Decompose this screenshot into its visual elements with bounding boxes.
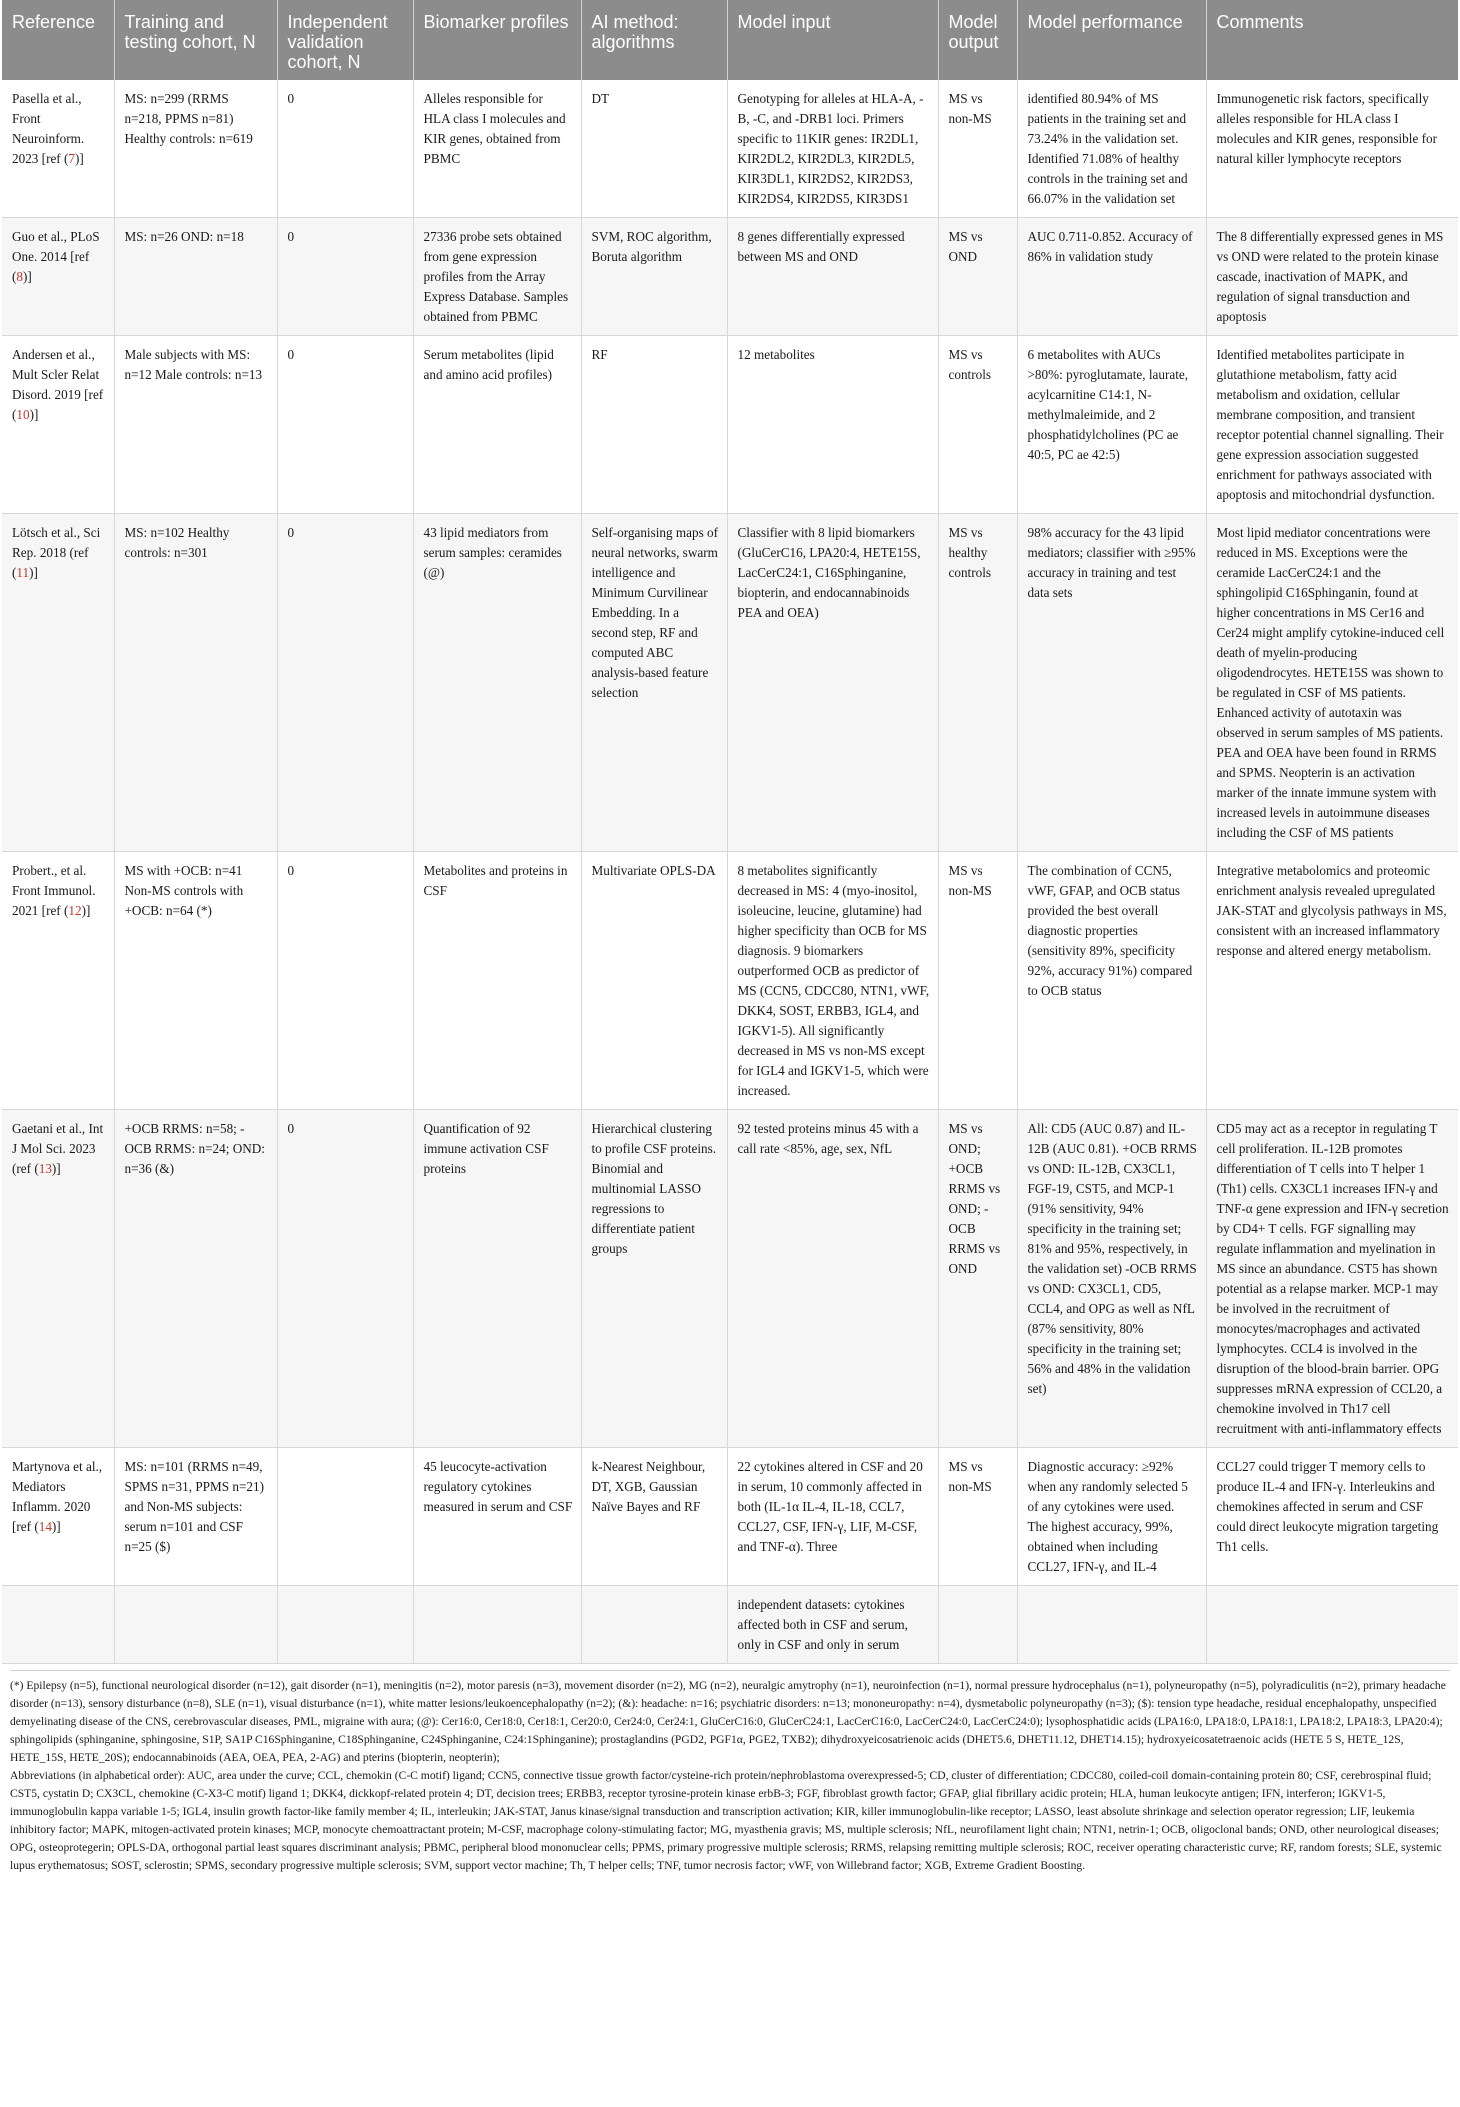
column-header: Model output — [938, 0, 1017, 80]
comments-cell: The 8 differentially expressed genes in MS vs OND were related to the protein kinase cascade, inactivation of MAPK, and regulation of signal transduction and apoptosis — [1206, 218, 1458, 336]
ai-cell: RF — [581, 336, 727, 514]
output-cell: MS vs OND — [938, 218, 1017, 336]
comments-cell: Immunogenetic risk factors, specifically alleles responsible for HLA class I molecules and KIR genes, responsible for natural killer lymphocyte receptors — [1206, 80, 1458, 218]
table-row — [2, 514, 1458, 852]
reference-text-end: )] — [81, 903, 91, 918]
reference-link[interactable]: 11 — [16, 565, 30, 580]
column-header: Model performance — [1017, 0, 1206, 80]
column-header: Reference — [2, 0, 114, 80]
performance-cell: identified 80.94% of MS patients in the training set and 73.24% in the validation set. Identified 71.08% of healthy controls in the training set and 66.07% in the validation set — [1017, 80, 1206, 218]
empty-cell — [2, 1586, 114, 1664]
ai-cell: k-Nearest Neighbour, DT, XGB, Gaussian Naïve Bayes and RF — [581, 1448, 727, 1586]
performance-cell: All: CD5 (AUC 0.87) and IL-12B (AUC 0.81). +OCB RRMS vs OND: IL-12B, CX3CL1, FGF-19, CST5, and MCP-1 (91% sensitivity, 94% specificity in the training set; 81% and 95%, respectively, in the validation set) -OCB RRMS vs OND: CX3CL1, CD5, CCL4, and OPG as well as NfL (87% sensitivity, 80% specificity in the training set; 56% and 48% in the validation set) — [1017, 1110, 1206, 1448]
reference-text: Probert., et al. Front Immunol. 2021 [ref ( — [12, 863, 96, 918]
empty-cell — [413, 1586, 581, 1664]
input-cell: Genotyping for alleles at HLA-A, -B, -C, and -DRB1 loci. Primers specific to 11KIR genes: IR2DL1, KIR2DL2, KIR2DL3, KIR2DL5, KIR3DL1, KIR2DS2, KIR2DS3, KIR2DS4, KIR2DS5, KIR3DS1 — [727, 80, 938, 218]
column-header: AI method: algorithms — [581, 0, 727, 80]
biomarker-cell: 43 lipid mediators from serum samples: ceramides (@) — [413, 514, 581, 852]
training-cell: MS: n=101 (RRMS n=49, SPMS n=31, PPMS n=21) and Non-MS subjects: serum n=101 and CSF n=25 ($) — [114, 1448, 277, 1586]
reference-link[interactable]: 10 — [16, 407, 30, 422]
table-row-continuation — [2, 1586, 1458, 1664]
table-row — [2, 218, 1458, 336]
comments-cell: Identified metabolites participate in glutathione metabolism, fatty acid metabolism and oxidation, cellular membrane composition, and transient receptor potential channel signalling. Their gene expression association suggested enrichment for pathways associated with apoptosis and mitochondrial dysfunction. — [1206, 336, 1458, 514]
table-row — [2, 852, 1458, 1110]
input-cell: 8 genes differentially expressed between MS and OND — [727, 218, 938, 336]
reference-cell — [2, 852, 114, 1110]
study-table — [2, 0, 1458, 1664]
validation-cell: 0 — [277, 80, 413, 218]
empty-cell — [581, 1586, 727, 1664]
reference-cell — [2, 336, 114, 514]
reference-text-end: )] — [51, 1161, 61, 1176]
reference-text: Martynova et al., Mediators Inflamm. 2020 [ref ( — [12, 1459, 103, 1534]
validation-cell: 0 — [277, 336, 413, 514]
biomarker-cell: 27336 probe sets obtained from gene expression profiles from the Array Express Database. Samples obtained from PBMC — [413, 218, 581, 336]
table-row — [2, 336, 1458, 514]
reference-cell — [2, 80, 114, 218]
reference-text: Gaetani et al., Int J Mol Sci. 2023 (ref ( — [12, 1121, 104, 1176]
input-cell: Classifier with 8 lipid biomarkers (GluCerC16, LPA20:4, HETE15S, LacCerC24:1, C16Sphinganine, biopterin, and endocannabinoids PEA and OEA) — [727, 514, 938, 852]
ai-cell: Self-organising maps of neural networks, swarm intelligence and Minimum Curvilinear Embedding. In a second step, RF and computed ABC analysis-based feature selection — [581, 514, 727, 852]
comments-cell: CD5 may act as a receptor in regulating T cell proliferation. IL-12B promotes differentiation of T cells into T helper 1 (Th1) cells. CX3CL1 increases IFN-γ and TNF-α gene expression and IFN-γ secretion by CD4+ T cells. FGF signalling may regulate inflammation and myelination in MS since an abundance. CST5 has shown potential as a relapse marker. MCP-1 may be involved in the recruitment of monocytes/macrophages and activated lymphocytes. CCL4 is involved in the disruption of the blood-brain barrier. OPG suppresses mRNA expression of CCL20, a chemokine involved in Th17 cell recruitment with anti-inflammatory effects — [1206, 1110, 1458, 1448]
output-cell: MS vs OND; +OCB RRMS vs OND; -OCB RRMS vs OND — [938, 1110, 1017, 1448]
biomarker-cell: Quantification of 92 immune activation CSF proteins — [413, 1110, 581, 1448]
reference-text: Andersen et al., Mult Scler Relat Disord. 2019 [ref ( — [12, 347, 104, 422]
reference-cell — [2, 514, 114, 852]
reference-text: Lötsch et al., Sci Rep. 2018 (ref ( — [12, 525, 101, 580]
validation-cell: 0 — [277, 852, 413, 1110]
performance-cell: 6 metabolites with AUCs >80%: pyroglutamate, laurate, acylcarnitine C14:1, N-methylmaleimide, and 2 phosphatidylcholines (PC ae 40:5, PC ae 42:5) — [1017, 336, 1206, 514]
reference-link[interactable]: 13 — [38, 1161, 52, 1176]
reference-link[interactable]: 7 — [68, 151, 75, 166]
reference-link[interactable]: 12 — [68, 903, 82, 918]
header-row — [2, 0, 1458, 80]
comments-cell: Integrative metabolomics and proteomic enrichment analysis revealed upregulated JAK-STAT and glycolysis pathways in MS, consistent with an increased inflammatory response and altered energy metabolism. — [1206, 852, 1458, 1110]
reference-link[interactable]: 14 — [38, 1519, 52, 1534]
input-cell: 92 tested proteins minus 45 with a call rate <85%, age, sex, NfL — [727, 1110, 938, 1448]
performance-cell: AUC 0.711-0.852. Accuracy of 86% in validation study — [1017, 218, 1206, 336]
comments-cell: Most lipid mediator concentrations were reduced in MS. Exceptions were the ceramide LacCerC24:1 and the sphingolipid C16Sphinganin, found at higher concentrations in MS Cer16 and Cer24 might amplify cytokine-induced cell death of myelin-producing oligodendrocytes. HETE15S was shown to be regulated in CSF of MS patients. Enhanced activity of autotaxin was observed in serum samples of MS patients. PEA and OEA have been found in RRMS and SPMS. Neopterin is an activation marker of the innate immune system with increased levels in autoimmune diseases including the CSF of MS patients — [1206, 514, 1458, 852]
validation-cell: 0 — [277, 1110, 413, 1448]
input-cell: 8 metabolites significantly decreased in MS: 4 (myo-inositol, isoleucine, leucine, glutamine) had higher specificity than OCB for MS diagnosis. 9 biomarkers outperformed OCB as predictor of MS (CCN5, CDCC80, NTN1, vWF, DKK4, SOST, ERBB3, IGL4, and IGKV1-5). All significantly decreased in MS vs non-MS except for IGL4 and IGKV1-5, which were increased. — [727, 852, 938, 1110]
empty-cell — [114, 1586, 277, 1664]
table-row — [2, 80, 1458, 218]
reference-text-end: )] — [74, 151, 84, 166]
reference-text: Pasella et al., Front Neuroinform. 2023 [ref ( — [12, 91, 85, 166]
table-row — [2, 1110, 1458, 1448]
reference-text-end: )] — [23, 269, 32, 284]
training-cell: MS with +OCB: n=41 Non-MS controls with +OCB: n=64 (*) — [114, 852, 277, 1110]
empty-cell — [1206, 1586, 1458, 1664]
training-cell: Male subjects with MS: n=12 Male controls: n=13 — [114, 336, 277, 514]
biomarker-cell: 45 leucocyte-activation regulatory cytokines measured in serum and CSF — [413, 1448, 581, 1586]
biomarker-cell: Alleles responsible for HLA class I molecules and KIR genes, obtained from PBMC — [413, 80, 581, 218]
comments-cell: CCL27 could trigger T memory cells to produce IL-4 and IFN-γ. Interleukins and chemokines affected in serum and CSF could direct leukocyte migration targeting Th1 cells. — [1206, 1448, 1458, 1586]
output-cell: MS vs healthy controls — [938, 514, 1017, 852]
output-cell: MS vs non-MS — [938, 852, 1017, 1110]
reference-link[interactable]: 8 — [16, 269, 23, 284]
column-header: Comments — [1206, 0, 1458, 80]
empty-cell — [1017, 1586, 1206, 1664]
ai-cell: DT — [581, 80, 727, 218]
output-cell: MS vs non-MS — [938, 80, 1017, 218]
table-footnotes — [10, 1670, 1450, 1875]
column-header: Training and testing cohort, N — [114, 0, 277, 80]
empty-cell — [938, 1586, 1017, 1664]
reference-cell — [2, 1110, 114, 1448]
validation-cell: 0 — [277, 218, 413, 336]
ai-cell: SVM, ROC algorithm, Boruta algorithm — [581, 218, 727, 336]
column-header: Model input — [727, 0, 938, 80]
performance-cell: Diagnostic accuracy: ≥92% when any randomly selected 5 of any cytokines were used. The highest accuracy, 99%, obtained when including CCL27, IFN-γ, and IL-4 — [1017, 1448, 1206, 1586]
training-cell: MS: n=26 OND: n=18 — [114, 218, 277, 336]
training-cell: +OCB RRMS: n=58; -OCB RRMS: n=24; OND: n=36 (&) — [114, 1110, 277, 1448]
input-continuation-cell: independent datasets: cytokines affected both in CSF and serum, only in CSF and only in serum — [727, 1586, 938, 1664]
validation-cell — [277, 1448, 413, 1586]
empty-cell — [277, 1586, 413, 1664]
reference-text: Guo et al., PLoS One. 2014 [ref ( — [12, 229, 100, 284]
footnote-text: (*) Epilepsy (n=5), functional neurological disorder (n=12), gait disorder (n=1), meningitis (n=2), motor paresis (n=3), movement disorder (n=2), MG (n=2), neuralgic amytrophy (n=1), neuroinfection (n=1), normal pressure hydrocephalus (n=1), polyneuropathy (n=5), polyradiculitis (n=2), primary headache disorder (n=13), sensory disturbance (n=8), SLE (n=1), visual disturbance (n=1), white matter lesions/leukoencephalopathy (n=2); (&): headache: n=16; psychiatric disorders: n=13; mononeuropathy: n=4), dysmetabolic polyneuropathy (n=3); ($): tension type headache, residual encephalopathy, unspecified demyelinating disease of the CNS, cerebrovascular diseases, PML, migraine with aura; (@): Cer16:0, Cer18:0, Cer18:1, Cer20:0, Cer24:0, Cer24:1, GluCerC16:0, GluCerC24:1, LacCerC16:0, LacCerC24:0, LacCerC24:0); lysophosphatidic acids (LPA16:0, LPA18:0, LPA18:1, LPA18:2, LPA18:3, LPA20:4); sphingolipids (sphinganine, sphingosine, S1P, SA1P C16Sphinganine, C18Sphinganine, C24Sphinganine, C24:1Sphinganine); prostaglandins (PGD2, PGF1α, PGE2, TXB2); dihydroxyeicosatrienoic acids (DHET5.6, DHET11.12, DHET14.15); hydroxyeicosatetraenoic acids (HETE 5 S, HETE_12S, HETE_15S, HETE_20S); endocannabinoids (AEA, OEA, PEA, 2-AG) and pterins (biopterin, neopterin); — [10, 1679, 1446, 1764]
training-cell: MS: n=102 Healthy controls: n=301 — [114, 514, 277, 852]
ai-cell: Multivariate OPLS-DA — [581, 852, 727, 1110]
abbreviations-text: Abbreviations (in alphabetical order): AUC, area under the curve; CCL, chemokin (C-C motif) ligand; CCN5, connective tissue growth factor/cysteine-rich protein/nephroblastoma overexpressed-5; CD, cluster of differentiation; CDCC80, coiled-coil domain-containing protein 80; CSF, cerebrospinal fluid; CST5, cystatin D; CX3CL, chemokine (C-X3-C motif) ligand 1; DKK4, dickkopf-related protein 4; DT, decision trees; ERBB3, receptor tyrosine-protein kinase erbB-3; FGF, fibroblast growth factor; GFAP, glial fibrillary acidic protein; HLA, human leukocyte antigen; IFN, interferon; IGKV1-5, immunoglobulin kappa variable 1-5; IGL4, insulin growth factor-like family member 4; IL, interleukin; JAK-STAT, Janus kinase/signal transduction and transcription activation; KIR, killer immunoglobulin-like receptor; LASSO, least absolute shrinkage and selection operator regression; LIF, leukemia inhibitory factor; MAPK, mitogen-activated protein kinases; MCP, monocyte chemoattractant protein; M-CSF, macrophage colony-stimulating factor; MG, myasthenia gravis; MS, multiple sclerosis; NfL, neurofilament light chain; NTN1, netrin-1; OCB, oligoclonal bands; OND, other neurological diseases; OPG, osteoprotegerin; OPLS-DA, orthogonal partial least squares discriminant analysis; PBMC, peripheral blood mononuclear cells; PPMS, primary progressive multiple sclerosis; RRMS, relapsing remitting multiple sclerosis; ROC, receiver operating characteristic curve; RF, random forests; SLE, systemic lupus erythematosus; SOST, sclerostin; SPMS, secondary progressive multiple sclerosis; SVM, support vector machine; Th, T helper cells; TNF, tumor necrosis factor; vWF, von Willebrand factor; XGB, Extreme Gradient Boosting. — [10, 1769, 1442, 1872]
reference-text-end: )] — [51, 1519, 61, 1534]
performance-cell: The combination of CCN5, vWF, GFAP, and OCB status provided the best overall diagnostic properties (sensitivity 89%, specificity 92%, accuracy 91%) compared to OCB status — [1017, 852, 1206, 1110]
column-header: Biomarker profiles — [413, 0, 581, 80]
ai-cell: Hierarchical clustering to profile CSF proteins. Binomial and multinomial LASSO regressions to differentiate patient groups — [581, 1110, 727, 1448]
reference-text-end: )] — [29, 407, 39, 422]
input-cell: 12 metabolites — [727, 336, 938, 514]
output-cell: MS vs controls — [938, 336, 1017, 514]
input-cell: 22 cytokines altered in CSF and 20 in serum, 10 commonly affected in both (IL-1α IL-4, IL-18, CCL7, CCL27, CSF, IFN-γ, LIF, M-CSF, and TNF-α). Three — [727, 1448, 938, 1586]
output-cell: MS vs non-MS — [938, 1448, 1017, 1586]
reference-text-end: )] — [29, 565, 38, 580]
reference-cell — [2, 218, 114, 336]
training-cell: MS: n=299 (RRMS n=218, PPMS n=81) Healthy controls: n=619 — [114, 80, 277, 218]
reference-cell — [2, 1448, 114, 1586]
column-header: Independent validation cohort, N — [277, 0, 413, 80]
validation-cell: 0 — [277, 514, 413, 852]
table-row — [2, 1448, 1458, 1586]
biomarker-cell: Serum metabolites (lipid and amino acid profiles) — [413, 336, 581, 514]
biomarker-cell: Metabolites and proteins in CSF — [413, 852, 581, 1110]
performance-cell: 98% accuracy for the 43 lipid mediators; classifier with ≥95% accuracy in training and test data sets — [1017, 514, 1206, 852]
